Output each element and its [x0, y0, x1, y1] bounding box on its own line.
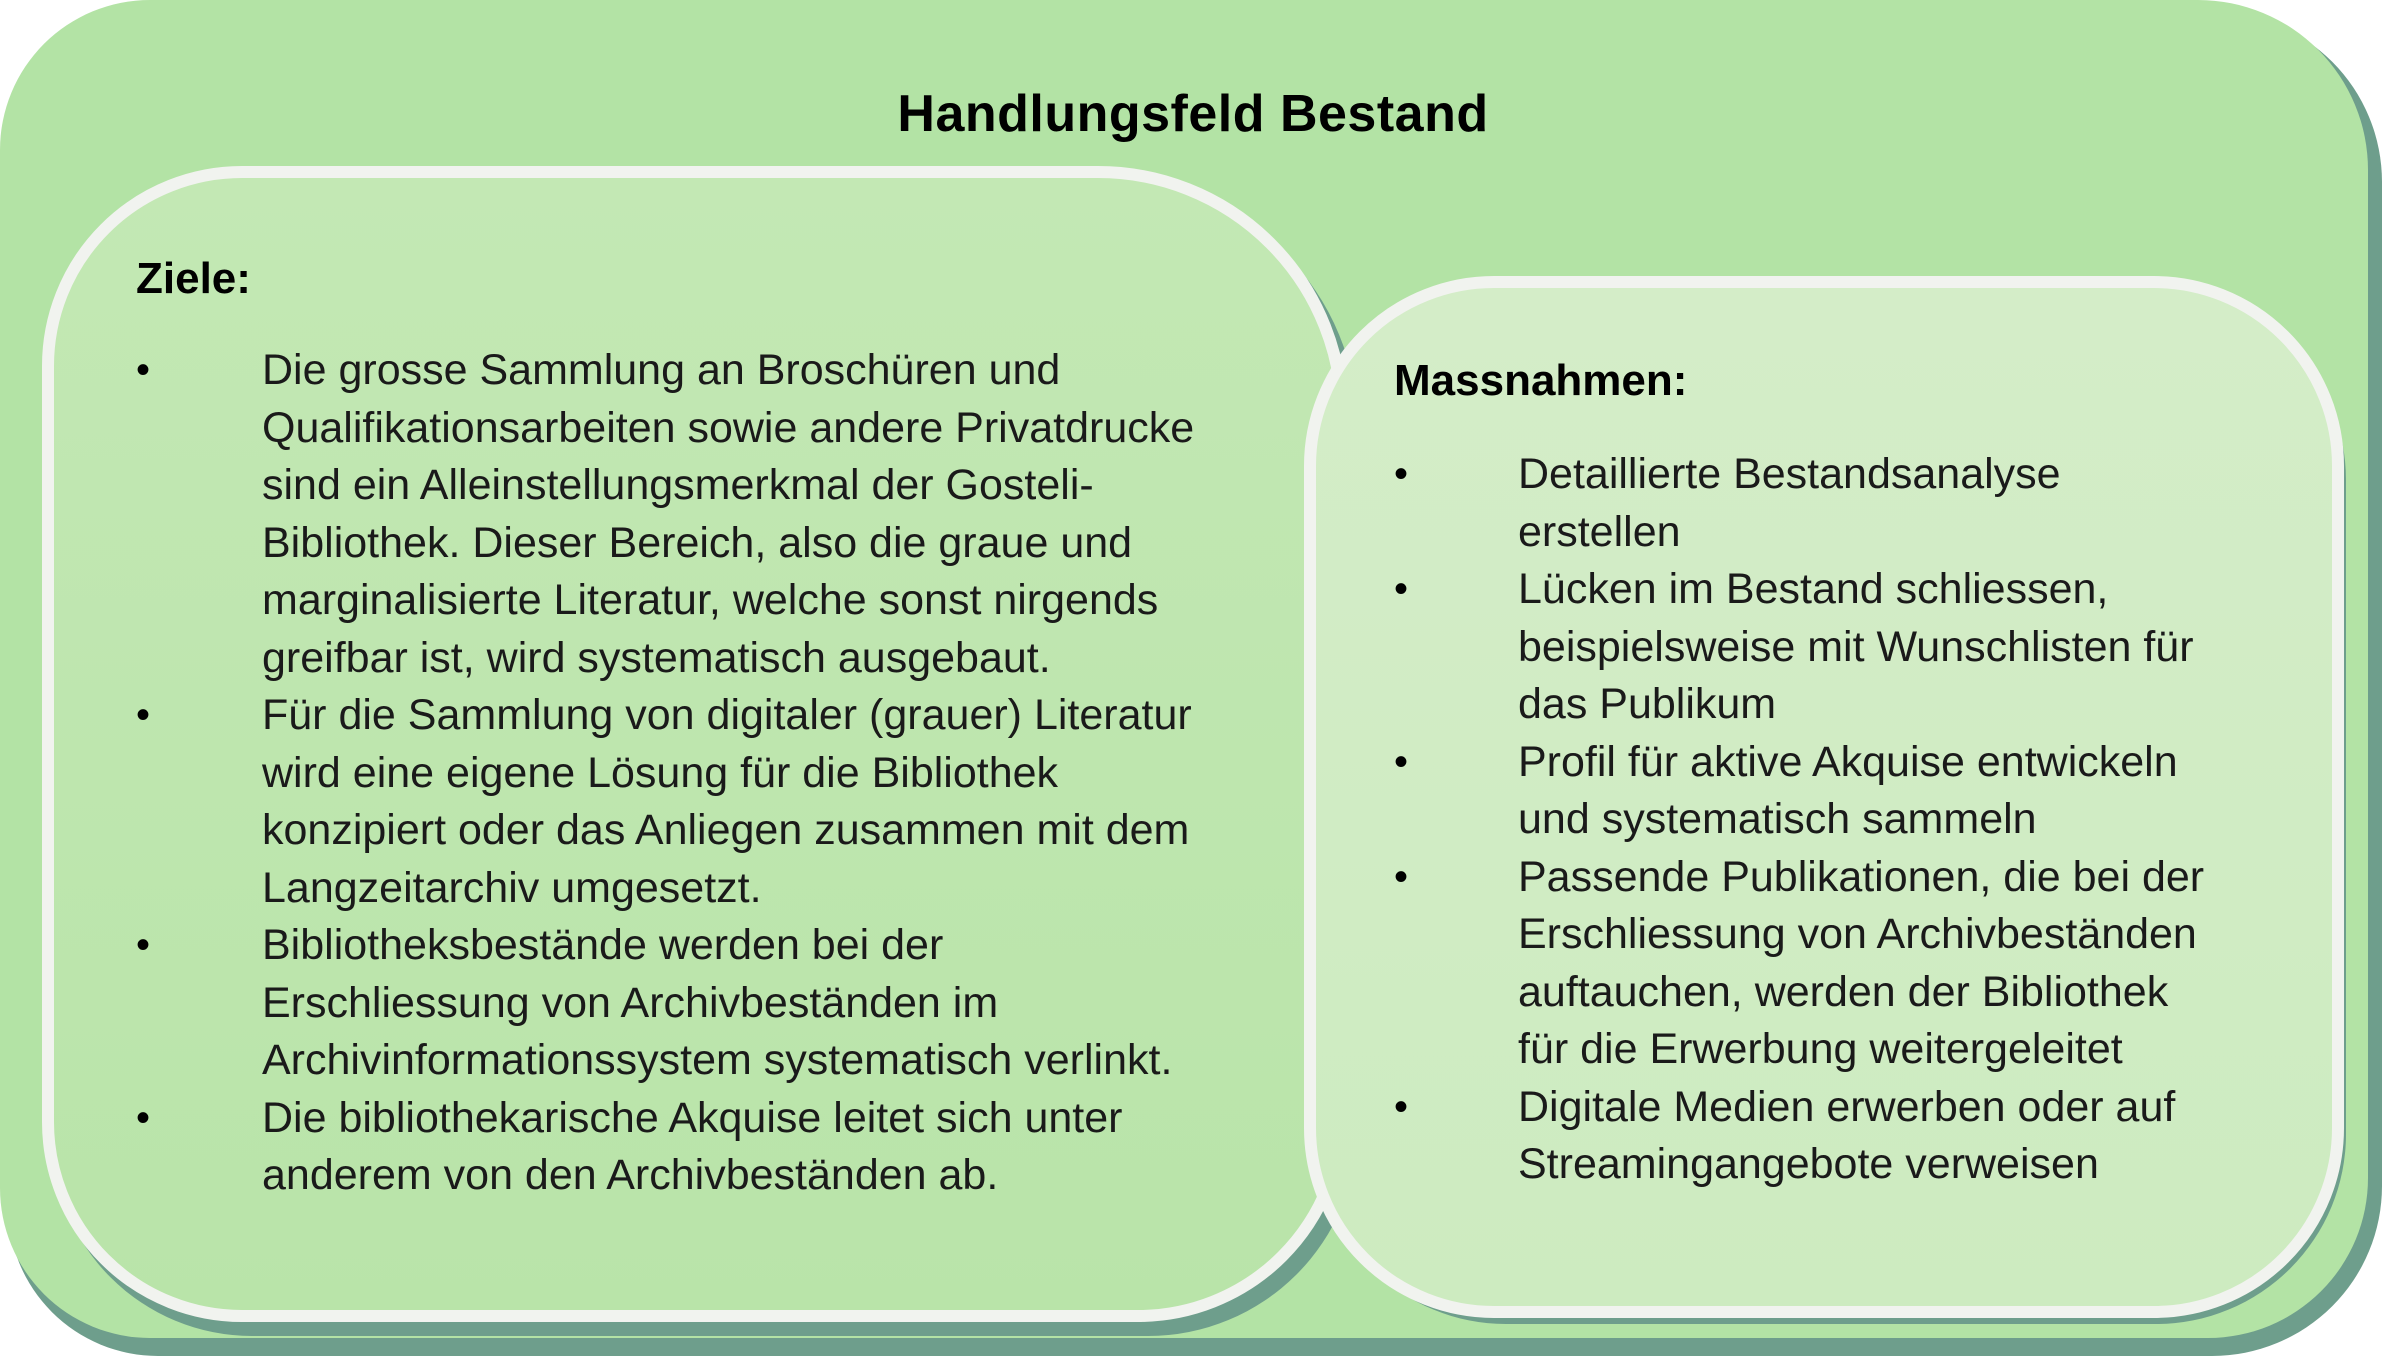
measure-item-line: erstellen — [1518, 507, 1681, 556]
bullet-icon: • — [136, 348, 151, 392]
bullet-icon: • — [1394, 854, 1409, 899]
measure-item-line: Streamingangebote verweisen — [1518, 1140, 2099, 1188]
measures-list — [1394, 446, 2274, 1194]
goal-item — [136, 1090, 1286, 1205]
goal-item-line: marginalisierte Literatur, welche sonst nirgends — [262, 576, 1159, 624]
measure-item-line: für die Erwerbung weitergeleitet — [1518, 1025, 2123, 1073]
measure-item — [1394, 734, 2274, 849]
goals-heading: Ziele: — [136, 254, 251, 303]
goal-item-line: greifbar ist, wird systematisch ausgebaut. — [262, 633, 1051, 682]
measure-item — [1394, 849, 2274, 1079]
bullet-icon: • — [1394, 1084, 1409, 1129]
measure-item — [1394, 1079, 2274, 1194]
goal-item-line: Langzeitarchiv umgesetzt. — [262, 863, 762, 912]
bullet-icon: • — [1394, 567, 1409, 611]
measure-item-line: auftauchen, werden der Bibliothek — [1518, 967, 2169, 1016]
goal-item-line: anderem von den Archivbeständen ab. — [262, 1151, 999, 1199]
measure-item-line: Digitale Medien erwerben oder auf — [1518, 1082, 2176, 1131]
goal-item-line: sind ein Alleinstellungsmerkmal der Gosteli- — [262, 461, 1094, 509]
measure-item-line: das Publikum — [1518, 680, 1777, 728]
goal-item-line: konzipiert oder das Anliegen zusammen mit dem — [262, 806, 1190, 854]
goal-item-line: Bibliothek. Dieser Bereich, also die graue und — [262, 518, 1133, 567]
measure-item-line: Erschliessung von Archivbeständen — [1518, 910, 2197, 958]
measure-item-line: und systematisch sammeln — [1518, 795, 2037, 843]
goal-item-line: Die grosse Sammlung an Broschüren und — [262, 346, 1061, 394]
bullet-icon: • — [136, 1095, 151, 1140]
goal-item-line: Die bibliothekarische Akquise leitet sich unter — [262, 1093, 1123, 1142]
goal-item-line: Bibliotheksbestände werden bei der — [262, 921, 944, 969]
measure-item-line: Lücken im Bestand schliessen, — [1518, 565, 2109, 613]
measure-item-line: beispielsweise mit Wunschlisten für — [1518, 622, 2194, 671]
goal-item — [136, 687, 1286, 917]
goal-item — [136, 917, 1286, 1090]
goals-list — [136, 342, 1286, 1205]
measure-item — [1394, 561, 2274, 734]
goal-item-line: Qualifikationsarbeiten sowie andere Privatdrucke — [262, 403, 1195, 452]
goal-item-line: Archivinformationssystem systematisch verlinkt. — [262, 1036, 1173, 1084]
bullet-icon: • — [1394, 739, 1409, 784]
goal-item — [136, 342, 1286, 687]
measure-item-line: Detaillierte Bestandsanalyse — [1518, 450, 2061, 498]
diagram-title: Handlungsfeld Bestand — [897, 85, 1489, 143]
measure-item — [1394, 446, 2274, 561]
goal-item-line: wird eine eigene Lösung für die Bibliothek — [262, 748, 1059, 797]
measures-heading: Massnahmen: — [1394, 356, 1688, 405]
bullet-icon: • — [1394, 452, 1409, 496]
goal-item-line: Erschliessung von Archivbeständen im — [262, 978, 999, 1027]
bullet-icon: • — [136, 693, 151, 737]
measure-item-line: Passende Publikationen, die bei der — [1518, 852, 2205, 901]
goal-item-line: Für die Sammlung von digitaler (grauer) Literatur — [262, 691, 1192, 739]
bullet-icon: • — [136, 923, 151, 967]
measure-item-line: Profil für aktive Akquise entwickeln — [1518, 737, 2178, 786]
